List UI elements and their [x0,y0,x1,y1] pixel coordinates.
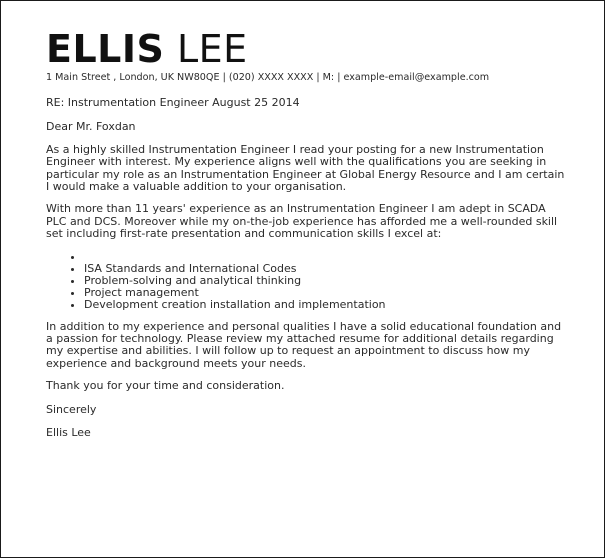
skills-list-item: • Project management [84,287,566,299]
subject-line: RE: Instrumentation Engineer August 25 2014 [46,96,300,109]
paragraph-experience: With more than 11 years' experience as an Instrumentation Engineer I am adept in SCADA PLC and DCS. Moreover while my on-the-job experience has afforded me a well-rounded skill set including first-rate presentation and communication skills I excel at: [46,202,558,241]
skills-list-item: • Problem-solving and analytical thinking [84,275,566,287]
paragraph-education: In addition to my experience and personal qualities I have a solid educational foundation and a passion for technology. Please review my attached resume for additional details regarding my expertise and abilities. I will follow up to request an appointment to discuss how my experience and background meets your needs. [46,319,562,370]
applicant-last-name: LEE [177,27,248,71]
cover-letter [46,28,566,440]
applicant-first-name: ELLIS [46,27,165,71]
contact-details: 1 Main Street , London, UK NW80QE | (020) XXXX XXXX | M: | example-email@example.com [46,72,490,83]
skills-list-item: • ISA Standards and International Codes [84,263,566,275]
skills-list [46,251,566,311]
closing-line: Thank you for your time and consideration. [46,379,285,393]
applicant-name [46,28,566,70]
signoff: Sincerely [46,402,97,416]
paragraph-intro: As a highly skilled Instrumentation Engineer I read your posting for a new Instrumentation Engineer with interest. My experience aligns well with the qualifications you are seeking in particular my role as an Instrumentation Engineer at Global Energy Resource and I am certain I would make a valuable addition to your organisation. [46,142,565,194]
greeting: Dear Mr. Foxdan [46,120,136,134]
skills-list-item: • Development creation installation and implementation [84,299,566,311]
signature-name: Ellis Lee [46,426,91,440]
skills-list-item [84,251,566,263]
